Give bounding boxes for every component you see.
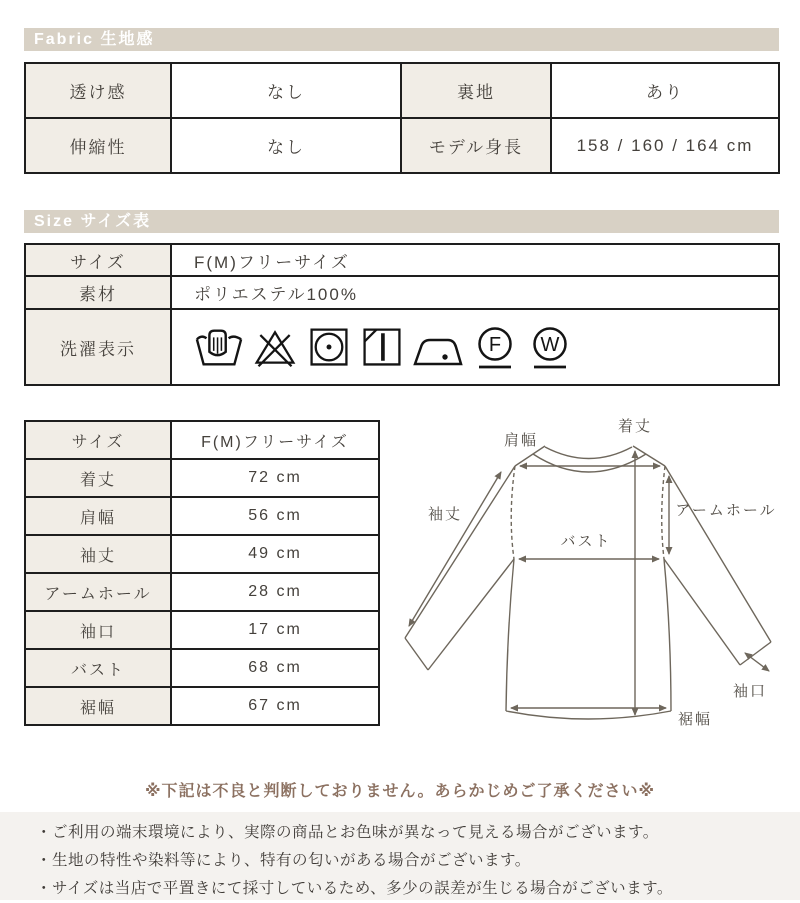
garment-back-neck-line — [545, 447, 632, 459]
measure-label-cuff: 袖口 — [25, 611, 171, 649]
measure-value-armhole: 28 cm — [171, 573, 379, 611]
size-section-header: Size サイズ表 — [24, 210, 779, 233]
fabric-label-lining: 裏地 — [401, 63, 551, 118]
garment-left-cuff-line — [405, 638, 428, 670]
disclaimer-box — [0, 812, 800, 900]
size-value: F(M)フリーサイズ — [171, 244, 779, 276]
material-value: ポリエステル100% — [171, 276, 779, 309]
svg-text:F: F — [488, 334, 502, 356]
garment-right-armhole-dash — [662, 466, 665, 559]
care-symbols-cell — [171, 309, 779, 385]
measure-label-bust: バスト — [25, 649, 171, 687]
fabric-value-lining: あり — [551, 63, 779, 118]
garment-left-sleeve-inner — [428, 559, 514, 670]
measure-header-label: サイズ — [25, 421, 171, 459]
garment-front-neck-line — [533, 454, 646, 472]
measure-value-cuff: 17 cm — [171, 611, 379, 649]
table-row — [25, 459, 379, 497]
garment-right-sleeve-inner — [664, 559, 740, 665]
measure-value-sleeve: 49 cm — [171, 535, 379, 573]
measure-label-hem: 裾幅 — [25, 687, 171, 725]
hand-wash-icon — [194, 325, 244, 369]
measure-label-armhole: アームホール — [25, 573, 171, 611]
garment-left-armhole-dash — [511, 466, 515, 559]
diagram-label-bust: バスト — [560, 533, 612, 550]
measure-label-sleeve: 袖丈 — [25, 535, 171, 573]
measure-value-length: 72 cm — [171, 459, 379, 497]
fabric-table — [24, 62, 780, 174]
table-row — [25, 421, 379, 459]
material-label: 素材 — [25, 276, 171, 309]
care-symbols-row — [194, 323, 778, 371]
table-row — [25, 244, 779, 276]
fabric-label-model-height: モデル身長 — [401, 118, 551, 173]
size-info-table — [24, 243, 780, 386]
measure-value-shoulder: 56 cm — [171, 497, 379, 535]
care-label: 洗濯表示 — [25, 309, 171, 385]
measure-label-length: 着丈 — [25, 459, 171, 497]
fabric-value-model-height: 158 / 160 / 164 cm — [551, 118, 779, 173]
fabric-label-sheerness: 透け感 — [25, 63, 171, 118]
garment-hem-curve — [506, 711, 671, 719]
table-row — [25, 497, 379, 535]
size-label: サイズ — [25, 244, 171, 276]
disclaimer-title: ※下記は不良と判断しておりません。あらかじめご了承ください※ — [144, 783, 656, 800]
measurements-table — [24, 420, 380, 726]
diagram-label-hem: 裾幅 — [677, 711, 713, 728]
line-dry-in-shade-icon — [359, 325, 405, 369]
table-row — [25, 309, 779, 385]
wet-clean-W-underline-icon — [526, 323, 574, 371]
fabric-value-stretch: なし — [171, 118, 401, 173]
tumble-dry-one-dot-icon — [306, 325, 352, 369]
garment-right-sleeve-outer — [665, 466, 771, 642]
fabric-value-sheerness: なし — [171, 63, 401, 118]
diagram-label-cuff: 袖口 — [732, 683, 768, 700]
garment-left-sleeve-outer — [405, 466, 515, 638]
diagram-label-shoulder: 肩幅 — [503, 432, 539, 449]
do-not-bleach-icon — [251, 325, 299, 369]
fabric-section-header: Fabric 生地感 — [24, 28, 779, 51]
disclaimer-item: ・生地の特性や染料等により、特有の匂いがある場合がございます。 — [36, 852, 531, 869]
svg-text:W: W — [540, 334, 560, 356]
measure-header-value: F(M)フリーサイズ — [171, 421, 379, 459]
iron-one-dot-icon — [412, 325, 464, 369]
table-row — [25, 63, 779, 118]
diagram-label-length: 着丈 — [617, 418, 653, 435]
garment-measurement-diagram — [388, 413, 790, 747]
table-row — [25, 611, 379, 649]
measure-value-bust: 68 cm — [171, 649, 379, 687]
table-row — [25, 118, 779, 173]
table-row — [25, 649, 379, 687]
sleeve-length-arrow — [409, 472, 501, 626]
diagram-label-armhole: アームホール — [675, 502, 777, 519]
table-row — [25, 573, 379, 611]
table-row — [25, 276, 779, 309]
table-row — [25, 535, 379, 573]
garment-left-shoulder-line — [515, 446, 545, 466]
fabric-label-stretch: 伸縮性 — [25, 118, 171, 173]
cuff-width-arrow — [745, 653, 769, 671]
disclaimer-item: ・サイズは当店で平置きにて採寸しているため、多少の誤差が生じる場合がございます。 — [36, 880, 673, 897]
garment-left-side-seam — [506, 559, 514, 711]
garment-right-side-seam — [664, 559, 671, 711]
garment-right-shoulder-line — [633, 446, 665, 466]
table-row — [25, 687, 379, 725]
measure-value-hem: 67 cm — [171, 687, 379, 725]
dry-clean-F-underline-icon — [471, 323, 519, 371]
disclaimer-item: ・ご利用の端末環境により、実際の商品とお色味が異なって見える場合がございます。 — [36, 824, 659, 841]
measure-label-shoulder: 肩幅 — [25, 497, 171, 535]
diagram-label-sleeve: 袖丈 — [427, 506, 463, 523]
